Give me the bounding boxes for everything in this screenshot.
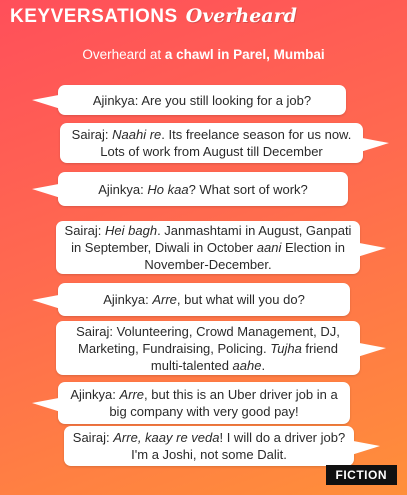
bubble-tail — [32, 397, 64, 413]
speaker-name: Sairaj — [64, 223, 98, 238]
dialogue-text: Volunteering, Crowd Management, DJ, Marketing, Fundraising, Policing. — [78, 323, 340, 356]
dialogue-text: , but what will you do? — [176, 292, 305, 307]
speaker-name: Sairaj — [71, 127, 105, 142]
speech-bubble — [58, 85, 346, 115]
bubble-text: Sairaj: Hei bagh. Janmashtami in August, Ganpati in September, Diwali in October aani Election in November-December. — [64, 223, 352, 272]
bubble-tail — [354, 242, 386, 258]
bubble-text: Sairaj: Arre, kaay re veda! I will do a driver job? I'm a Joshi, not some Dalit. — [72, 430, 346, 462]
speaker-name: Ajinkya — [98, 181, 141, 197]
speaker-name: Ajinkya — [70, 387, 113, 402]
dialogue-italic: Arre, kaay re veda — [113, 430, 220, 445]
dialogue-text: Are you still looking for a job? — [141, 92, 312, 108]
bubble-text: Ajinkya: Are you still looking for a job? — [92, 92, 312, 108]
dialogue-text: . Janmashtami in August, Ganpati in September, Diwali in October — [71, 223, 352, 255]
bubble-text: Sairaj: Volunteering, Crowd Management, DJ, Marketing, Fundraising, Policing. Tujha friend multi-talented aahe. — [76, 323, 340, 373]
brand-tagline: Overheard — [185, 5, 297, 27]
speech-bubble — [56, 321, 360, 375]
brand-name: KEYVERSATIONS — [10, 6, 178, 27]
speech-bubble — [58, 172, 348, 206]
speaker-name: Ajinkya — [92, 92, 135, 108]
headline-location: a chawl in Parel, Mumbai — [164, 47, 325, 62]
dialogue-italic: Arre — [119, 387, 145, 402]
speech-bubble — [56, 221, 360, 274]
dialogue-text: Election in November-December. — [144, 240, 345, 272]
dialogue-italic: Hei bagh — [105, 223, 158, 238]
brand-logo — [10, 5, 297, 28]
dialogue-italic: aani — [256, 240, 282, 255]
speech-bubble — [58, 283, 350, 316]
dialogue-italic: Ho kaa — [147, 181, 189, 197]
speech-bubble — [58, 382, 350, 424]
speaker-name: Ajinkya — [103, 292, 146, 307]
dialogue-text: friend multi-talented — [150, 340, 338, 373]
bubble-text: Ajinkya: Arre, but this is an Uber driver job in a big company with very good pay! — [70, 387, 338, 419]
dialogue-italic: aahe — [232, 357, 262, 373]
dialogue-italic: Naahi re — [112, 127, 162, 142]
bubble-text: Ajinkya: Ho kaa? What sort of work? — [98, 181, 308, 197]
dialogue-text: ? What sort of work? — [188, 181, 308, 197]
dialogue-text: ! I will do a driver job? I'm a Joshi, not some Dalit. — [131, 430, 346, 462]
bubble-tail — [32, 94, 64, 110]
bubble-tail — [348, 440, 380, 456]
fiction-tag: FICTION — [326, 465, 398, 485]
speaker-name: Sairaj — [72, 430, 107, 445]
bubble-tail — [32, 183, 64, 199]
bubble-text: Ajinkya: Arre, but what will you do? — [103, 292, 305, 307]
bubble-tail — [357, 137, 389, 153]
speech-bubble — [60, 123, 363, 163]
headline — [0, 47, 407, 62]
speaker-name: Sairaj — [76, 323, 110, 339]
dialogue-text: . — [261, 357, 266, 373]
dialogue-text: , but this is an Uber driver job in a big company with very good pay! — [109, 387, 338, 419]
bubble-tail — [32, 294, 64, 310]
bubble-text: Sairaj: Naahi re. Its freelance season for us now. Lots of work from August till December — [71, 127, 352, 159]
headline-prefix: Overheard at — [82, 47, 165, 62]
dialogue-italic: Arre — [152, 292, 177, 307]
dialogue-text: . Its freelance season for us now. Lots of work from August till December — [100, 127, 352, 159]
dialogue-italic: Tujha — [270, 340, 302, 356]
speech-bubble — [64, 426, 354, 466]
bubble-tail — [354, 342, 386, 358]
